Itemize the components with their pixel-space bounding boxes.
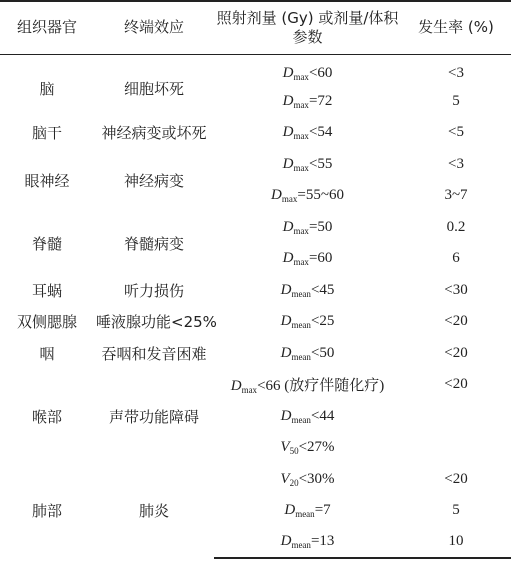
rate-cell: 5 (452, 502, 460, 519)
dose-value: <55 (308, 155, 333, 172)
organ-cell: 喉部 (31, 407, 62, 426)
dose-subscript: max (293, 162, 309, 173)
organ-cell: 脑 (39, 80, 55, 99)
dose-subscript: mean (295, 509, 315, 520)
dose-value: =60 (308, 250, 333, 267)
dose-value: =72 (308, 92, 333, 109)
rate-cell: 6 (452, 250, 460, 267)
dose-symbol: D (280, 281, 292, 298)
dose-symbol: D (284, 502, 296, 519)
table-row (0, 275, 511, 307)
dose-symbol: D (282, 64, 294, 81)
dose-value: =7 (314, 502, 331, 519)
header-dose: 照射剂量 (Gy) 或剂量/体积参数 (214, 1, 401, 54)
dose-symbol: D (280, 344, 292, 361)
endpoint-cell: 声带功能障碍 (108, 407, 199, 426)
dose-subscript: mean (291, 540, 311, 551)
organ-cell: 咽 (39, 344, 55, 363)
table-row (0, 338, 511, 370)
table-row (0, 117, 511, 149)
dose-value: <45 (310, 281, 335, 298)
rate-cell: 3~7 (444, 187, 468, 204)
dose-subscript: 20 (289, 477, 299, 488)
dose-value: <50 (310, 344, 335, 361)
table-row (0, 149, 511, 181)
rate-cell: <20 (444, 344, 468, 361)
organ-cell: 脊髓 (31, 234, 62, 253)
endpoint-cell: 神经病变 (123, 171, 184, 190)
dose-symbol: V (280, 470, 290, 487)
dose-subscript: mean (291, 320, 311, 331)
dose-subscript: mean (291, 288, 311, 299)
dose-cell (214, 149, 401, 181)
dose-symbol: D (271, 187, 282, 204)
dose-symbol: D (280, 407, 292, 424)
dose-cell (214, 401, 401, 433)
dose-value: =13 (310, 533, 335, 550)
dose-subscript: mean (291, 414, 311, 425)
table-row (0, 54, 511, 86)
dose-subscript: max (241, 385, 258, 396)
dose-subscript: max (293, 257, 309, 268)
endpoint-cell: 唾液腺功能<25% (96, 313, 217, 332)
dose-cell (214, 369, 401, 401)
dose-value: <60 (308, 64, 333, 81)
rate-cell: <5 (448, 124, 464, 141)
rate-cell (401, 401, 511, 433)
dose-subscript: max (293, 225, 309, 236)
dose-subscript: 50 (289, 446, 299, 457)
dose-cell (214, 275, 401, 307)
dose-cell (214, 338, 401, 370)
dose-subscript: max (293, 131, 309, 142)
endpoint-cell: 吞咽和发音困难 (101, 344, 207, 363)
dose-cell (214, 86, 401, 118)
dose-cell (214, 432, 401, 464)
endpoint-cell: 听力损伤 (123, 281, 184, 300)
dose-cell (214, 306, 401, 338)
dose-subscript: max (281, 194, 298, 205)
rate-cell: <20 (444, 470, 468, 487)
table-body (0, 54, 511, 558)
dose-value: =50 (308, 218, 333, 235)
dose-symbol: V (280, 439, 290, 456)
rate-cell: <20 (444, 313, 468, 330)
dose-value: <66 (放疗伴随化疗) (257, 378, 385, 395)
endpoint-cell: 细胞坏死 (123, 80, 184, 99)
organ-cell: 双侧腮腺 (16, 313, 77, 332)
rate-cell: <30 (444, 281, 468, 298)
endpoint-cell: 肺炎 (138, 502, 169, 521)
table-row (0, 464, 511, 496)
table-row (0, 306, 511, 338)
dose-symbol: D (282, 155, 294, 172)
dose-symbol: D (280, 533, 292, 550)
organ-cell: 肺部 (31, 502, 62, 521)
dose-cell (214, 117, 401, 149)
dose-cell (214, 464, 401, 496)
dose-cell (214, 212, 401, 244)
dose-cell (214, 495, 401, 527)
dose-cell (214, 527, 401, 559)
dose-symbol: D (230, 378, 242, 395)
table-row (0, 212, 511, 244)
dose-cell (214, 243, 401, 275)
organ-cell: 脑干 (31, 124, 62, 143)
table-header (0, 1, 511, 54)
dose-cell (214, 180, 401, 212)
header-row (0, 1, 511, 54)
endpoint-cell: 神经病变或坏死 (101, 124, 207, 143)
rate-cell: <3 (448, 155, 464, 172)
rate-cell: <20 (444, 376, 468, 393)
header-rate: 发生率 (%) (401, 1, 511, 54)
organ-cell: 眼神经 (24, 171, 70, 190)
rate-cell: 10 (401, 527, 511, 559)
rate-cell: <3 (448, 64, 464, 81)
dose-symbol: D (280, 313, 292, 330)
header-endpoint: 终端效应 (94, 1, 214, 54)
dose-subscript: max (293, 71, 309, 82)
endpoint-cell: 脊髓病变 (123, 234, 184, 253)
dose-value: <30% (298, 470, 335, 487)
dose-value: =55~60 (297, 187, 344, 204)
dose-symbol: D (282, 250, 294, 267)
dose-value: <27% (298, 439, 335, 456)
rate-cell: 5 (452, 92, 460, 109)
dose-value: <54 (308, 124, 333, 141)
dose-symbol: D (282, 218, 294, 235)
dose-value: <44 (310, 407, 335, 424)
dose-symbol: D (282, 124, 294, 141)
organ-cell: 耳蜗 (31, 281, 62, 300)
header-organ: 组织器官 (0, 1, 94, 54)
dose-symbol: D (282, 92, 294, 109)
rate-cell (401, 432, 511, 464)
dose-subscript: max (293, 99, 309, 110)
dose-cell (214, 54, 401, 86)
rate-cell: 0.2 (446, 218, 466, 235)
table-row (0, 369, 511, 401)
dose-subscript: mean (291, 351, 311, 362)
dose-value: <25 (310, 313, 335, 330)
